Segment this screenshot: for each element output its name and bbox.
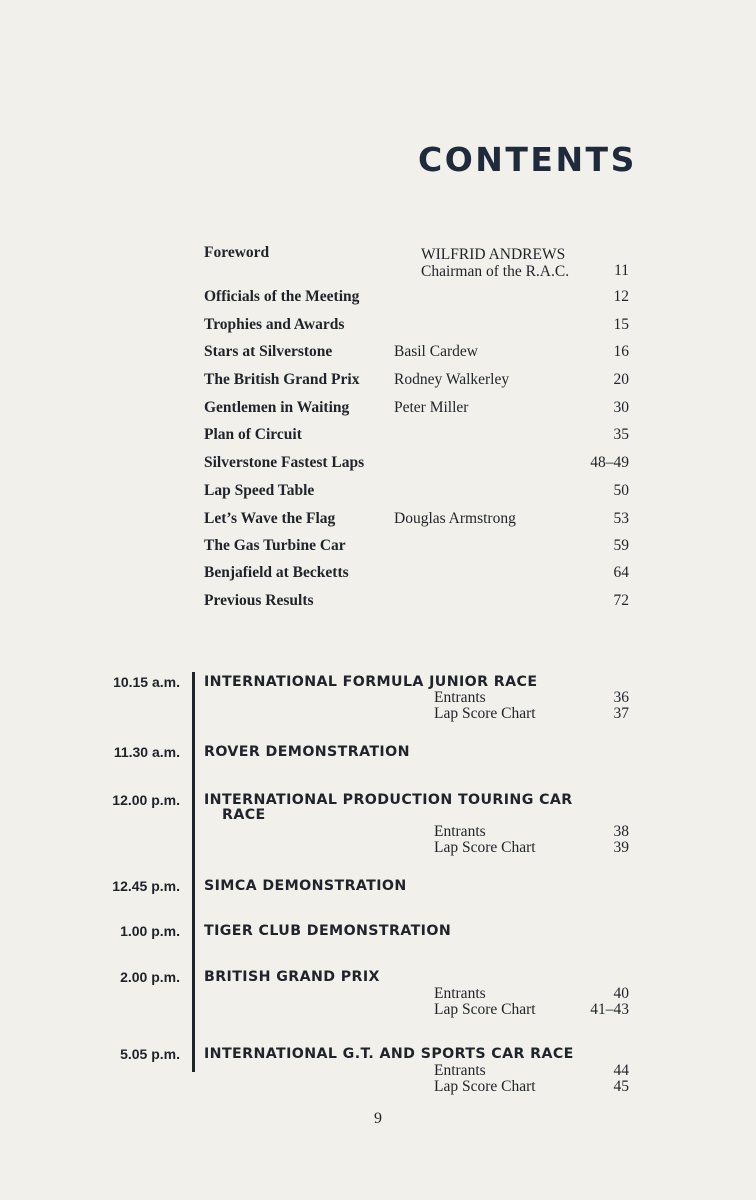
toc-title: Let’s Wave the Flag [204, 510, 336, 527]
schedule-event: INTERNATIONAL G.T. AND SPORTS CAR RACE [204, 1046, 574, 1062]
toc-row [0, 592, 756, 616]
toc-title: Silverstone Fastest Laps [204, 454, 365, 471]
toc-row [0, 510, 756, 534]
schedule-sub-label: Entrants [434, 689, 486, 706]
schedule-time: 12.00 p.m. [112, 792, 180, 808]
toc-page: 72 [613, 592, 629, 609]
schedule-event: INTERNATIONAL FORMULA JUNIOR RACE [204, 674, 538, 690]
schedule-event: INTERNATIONAL PRODUCTION TOURING CAR [204, 792, 573, 808]
toc-title: Stars at Silverstone [204, 343, 333, 360]
schedule-time: 2.00 p.m. [120, 969, 180, 985]
toc-page: 12 [613, 288, 629, 305]
toc-row [0, 454, 756, 478]
toc-title: The British Grand Prix [204, 371, 360, 388]
schedule-event-continued: RACE [222, 807, 266, 823]
toc-author: Basil Cardew [394, 343, 478, 360]
toc-row [0, 316, 756, 340]
toc-row [0, 426, 756, 450]
schedule-sub-page: 37 [613, 705, 629, 722]
schedule-sub-page: 36 [613, 689, 629, 706]
schedule-sub-label: Lap Score Chart [434, 1001, 536, 1018]
toc-title: Officials of the Meeting [204, 288, 360, 305]
toc-page: 30 [613, 399, 629, 416]
toc-row-foreword-page [0, 262, 756, 286]
toc-page: 53 [613, 510, 629, 527]
schedule-time: 10.15 a.m. [113, 674, 180, 690]
page-title: CONTENTS [418, 140, 637, 179]
schedule-sub-label: Lap Score Chart [434, 1078, 536, 1095]
schedule-event: ROVER DEMONSTRATION [204, 744, 410, 760]
toc-page: 64 [613, 564, 629, 581]
toc-title: Benjafield at Becketts [204, 564, 349, 581]
toc-page: 50 [613, 482, 629, 499]
toc-row [0, 371, 756, 395]
schedule-sub-page: 45 [613, 1078, 629, 1095]
schedule-time: 11.30 a.m. [113, 744, 180, 760]
schedule-sub-label: Lap Score Chart [434, 839, 536, 856]
schedule-time: 1.00 p.m. [120, 923, 180, 939]
schedule-time: 5.05 p.m. [120, 1046, 180, 1062]
toc-author: Douglas Armstrong [394, 510, 516, 527]
toc-author: Peter Miller [394, 399, 469, 416]
toc-page: 35 [613, 426, 629, 443]
toc-page: 15 [613, 316, 629, 333]
schedule-event: SIMCA DEMONSTRATION [204, 878, 407, 894]
schedule-sub-page: 44 [613, 1062, 629, 1079]
toc-author: Rodney Walkerley [394, 371, 510, 388]
toc-title: The Gas Turbine Car [204, 537, 346, 554]
toc-title: Previous Results [204, 592, 314, 609]
schedule-event: BRITISH GRAND PRIX [204, 969, 380, 985]
schedule-sub-label: Lap Score Chart [434, 705, 536, 722]
toc-page: 20 [613, 371, 629, 388]
schedule-sub-page: 41–43 [590, 1001, 629, 1018]
schedule-sub-label: Entrants [434, 1062, 486, 1079]
toc-title: Foreword [204, 244, 270, 261]
schedule-event: TIGER CLUB DEMONSTRATION [204, 923, 452, 939]
toc-row [0, 288, 756, 312]
toc-page: 16 [613, 343, 629, 360]
toc-title: Trophies and Awards [204, 316, 345, 333]
schedule-sub-page: 39 [613, 839, 629, 856]
schedule-time: 12.45 p.m. [112, 878, 180, 894]
schedule-sub-page: 38 [613, 823, 629, 840]
toc-page: 48–49 [590, 454, 629, 471]
page-number: 9 [374, 1110, 382, 1127]
foreword-author-role: Chairman of the R.A.C. [421, 263, 570, 280]
schedule-sub-page: 40 [613, 985, 629, 1002]
toc-title: Lap Speed Table [204, 482, 315, 499]
toc-page: 59 [613, 537, 629, 554]
schedule-divider-line [192, 672, 195, 1072]
schedule-sub-label: Entrants [434, 823, 486, 840]
toc-row [0, 537, 756, 561]
schedule-sub-label: Entrants [434, 985, 486, 1002]
toc-page: 11 [614, 262, 629, 279]
foreword-author-name: WILFRID ANDREWS [421, 246, 566, 263]
toc-row [0, 482, 756, 506]
toc-title: Plan of Circuit [204, 426, 302, 443]
toc-row [0, 399, 756, 423]
toc-row [0, 564, 756, 588]
toc-row [0, 343, 756, 367]
toc-title: Gentlemen in Waiting [204, 399, 350, 416]
